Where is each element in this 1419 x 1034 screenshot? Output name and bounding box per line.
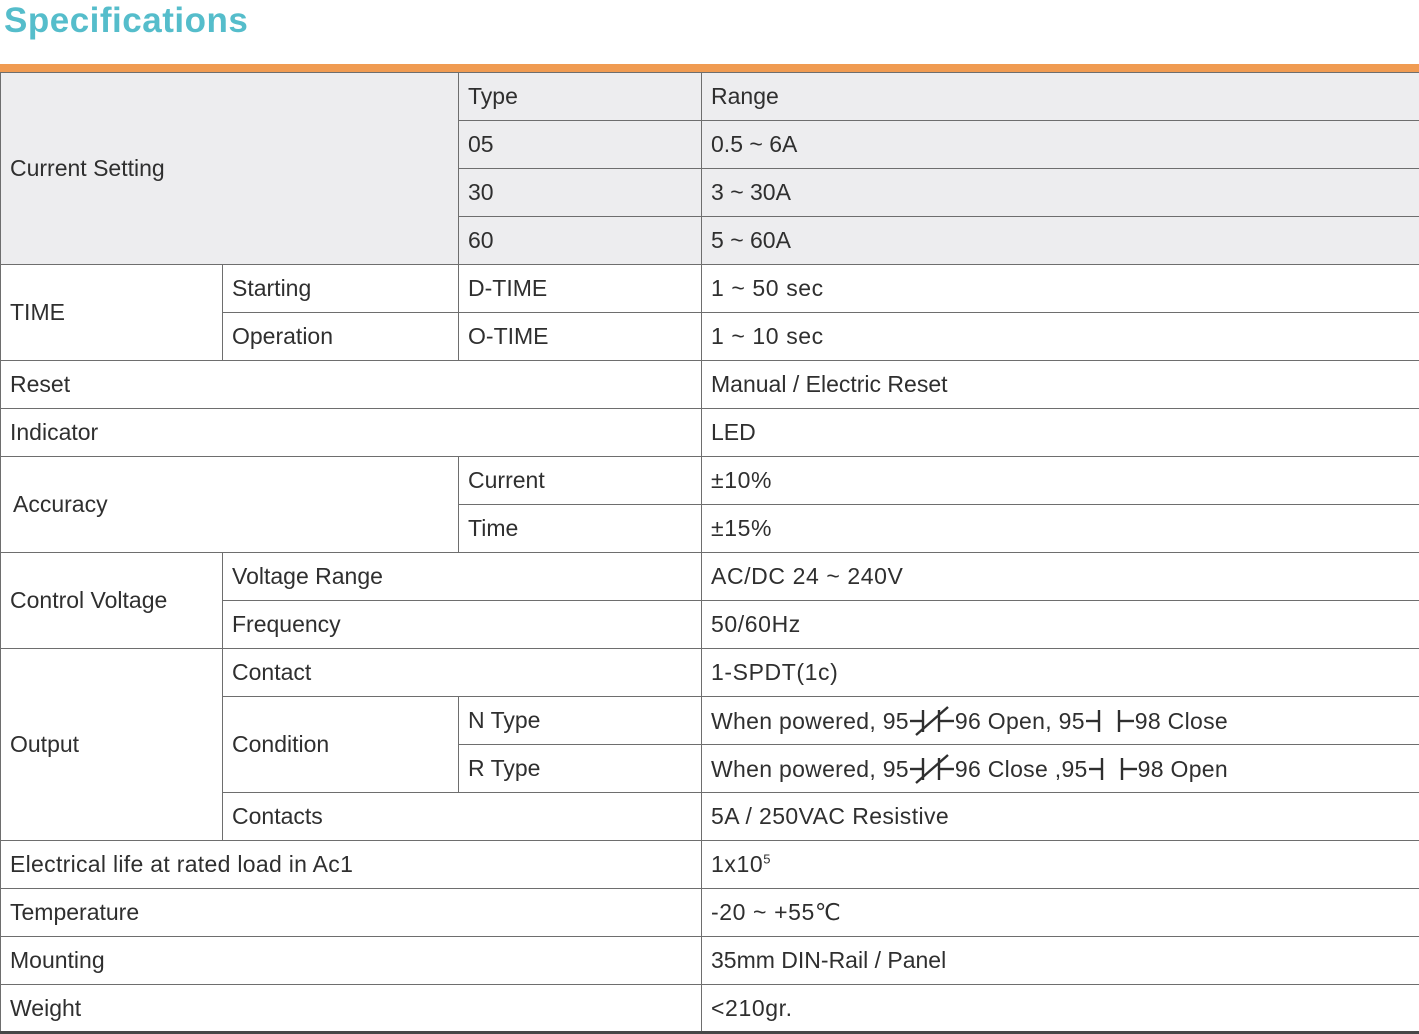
output-ntype-label: N Type xyxy=(459,697,702,745)
time-dtime-label: D-TIME xyxy=(459,265,702,313)
type-cell-05: 05 xyxy=(459,121,702,169)
range-cell-05: 0.5 ~ 6A xyxy=(702,121,1419,169)
spec-label-reset: Reset xyxy=(1,361,702,409)
ntype-text-part2: 96 Open, 95 xyxy=(955,708,1085,734)
output-ntype-value xyxy=(702,697,1419,745)
table-row xyxy=(1,361,1419,409)
time-otime-value: 1 ~ 10 sec xyxy=(702,313,1419,361)
voltage-range-value: AC/DC 24 ~ 240V xyxy=(702,553,1419,601)
frequency-value: 50/60Hz xyxy=(702,601,1419,649)
nc-contact-icon xyxy=(910,753,954,785)
table-row xyxy=(1,841,1419,889)
ntype-text-part1: When powered, 95 xyxy=(711,708,909,734)
spec-label-time: TIME xyxy=(1,265,223,361)
specifications-table xyxy=(0,72,1419,1034)
spec-label-control-voltage: Control Voltage xyxy=(1,553,223,649)
table-row xyxy=(1,649,1419,697)
spec-value-reset: Manual / Electric Reset xyxy=(702,361,1419,409)
output-condition-label: Condition xyxy=(223,697,459,793)
output-contact-value: 1-SPDT(1c) xyxy=(702,649,1419,697)
electrical-life-base: 1x10 xyxy=(711,851,763,877)
spec-value-temperature: -20 ~ +55℃ xyxy=(702,889,1419,937)
spec-label-weight: Weight xyxy=(1,985,702,1033)
table-row xyxy=(1,457,1419,505)
spec-value-mounting: 35mm DIN-Rail / Panel xyxy=(702,937,1419,985)
voltage-range-label: Voltage Range xyxy=(223,553,702,601)
table-row xyxy=(1,985,1419,1033)
column-header-range: Range xyxy=(702,73,1419,121)
output-contacts-value: 5A / 250VAC Resistive xyxy=(702,793,1419,841)
type-cell-60: 60 xyxy=(459,217,702,265)
no-contact-icon xyxy=(1089,753,1137,785)
output-contacts-label: Contacts xyxy=(223,793,702,841)
type-cell-30: 30 xyxy=(459,169,702,217)
frequency-label: Frequency xyxy=(223,601,702,649)
table-row xyxy=(1,937,1419,985)
spec-label-output: Output xyxy=(1,649,223,841)
accuracy-time-label: Time xyxy=(459,505,702,553)
accuracy-time-value: ±15% xyxy=(702,505,1419,553)
rtype-text-part2: 96 Close ,95 xyxy=(955,756,1088,782)
range-cell-60: 5 ~ 60A xyxy=(702,217,1419,265)
electrical-life-exponent: 5 xyxy=(763,851,771,866)
table-row xyxy=(1,265,1419,313)
range-cell-30: 3 ~ 30A xyxy=(702,169,1419,217)
table-row xyxy=(1,553,1419,601)
output-rtype-value xyxy=(702,745,1419,793)
nc-contact-icon xyxy=(910,705,954,737)
column-header-type: Type xyxy=(459,73,702,121)
spec-value-electrical-life xyxy=(702,841,1419,889)
spec-value-weight: <210gr. xyxy=(702,985,1419,1033)
time-dtime-value: 1 ~ 50 sec xyxy=(702,265,1419,313)
spec-label-current-setting: Current Setting xyxy=(1,73,459,265)
output-rtype-label: R Type xyxy=(459,745,702,793)
no-contact-icon xyxy=(1086,705,1134,737)
ntype-text-part3: 98 Close xyxy=(1135,708,1228,734)
spec-label-electrical-life: Electrical life at rated load in Ac1 xyxy=(1,841,702,889)
table-row xyxy=(1,73,1419,121)
rtype-text-part3: 98 Open xyxy=(1138,756,1228,782)
spec-value-indicator: LED xyxy=(702,409,1419,457)
accuracy-current-value: ±10% xyxy=(702,457,1419,505)
spec-label-accuracy: Accuracy xyxy=(1,457,459,553)
rtype-text-part1: When powered, 95 xyxy=(711,756,909,782)
page-title: Specifications xyxy=(0,0,1419,41)
table-row xyxy=(1,409,1419,457)
time-operation-label: Operation xyxy=(223,313,459,361)
accent-divider-bar xyxy=(0,64,1419,72)
spec-label-indicator: Indicator xyxy=(1,409,702,457)
time-otime-label: O-TIME xyxy=(459,313,702,361)
spec-label-temperature: Temperature xyxy=(1,889,702,937)
output-contact-label: Contact xyxy=(223,649,702,697)
time-starting-label: Starting xyxy=(223,265,459,313)
table-row xyxy=(1,889,1419,937)
spec-label-mounting: Mounting xyxy=(1,937,702,985)
accuracy-current-label: Current xyxy=(459,457,702,505)
